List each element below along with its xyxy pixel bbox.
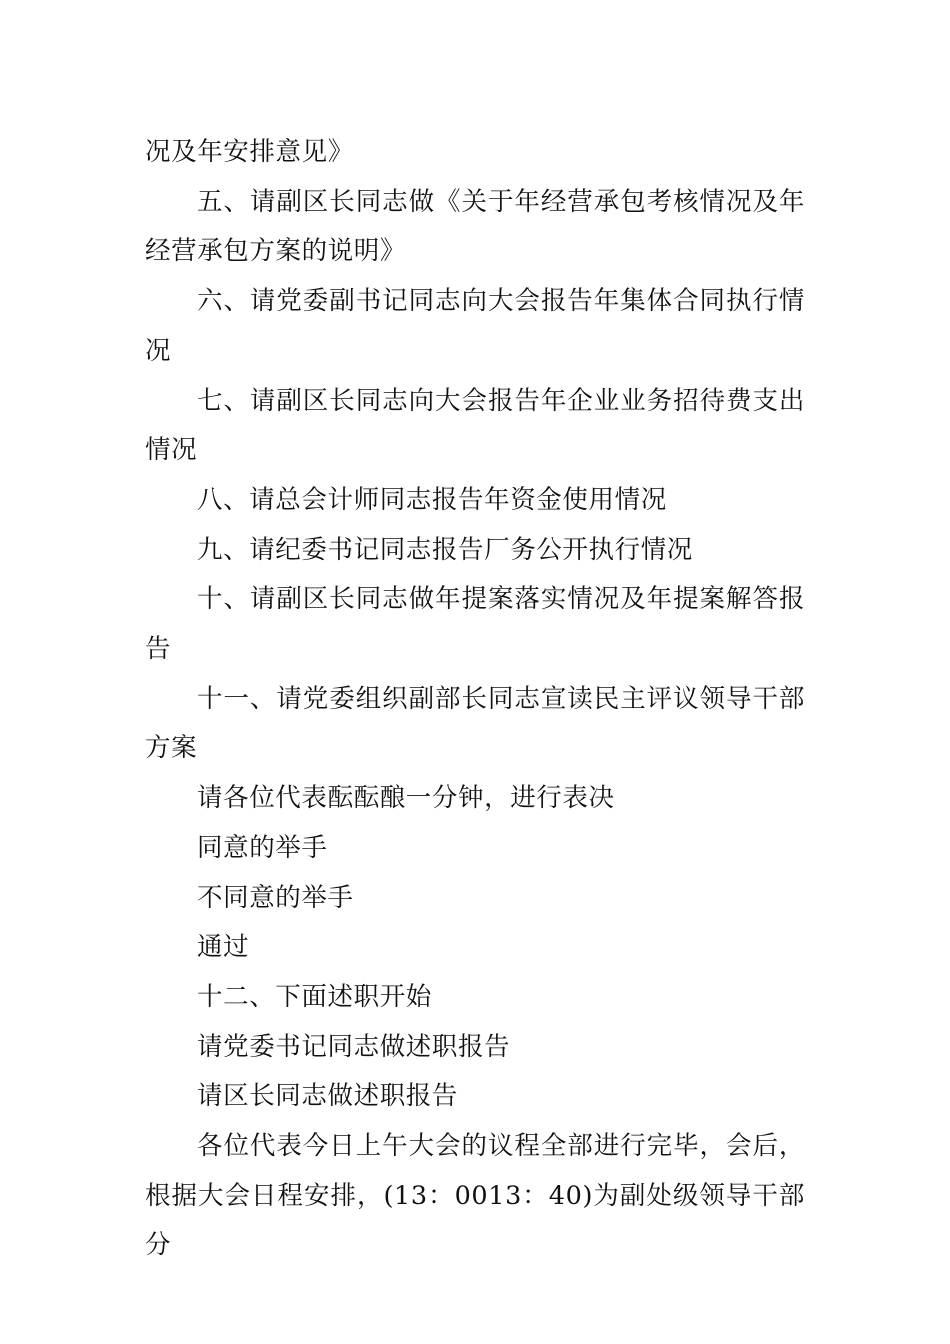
paragraph: 请各位代表酝酝酿一分钟，进行表决 bbox=[197, 783, 615, 814]
paragraph: 七、请副区长同志向大会报告年企业业务招待费支出情况 bbox=[145, 385, 805, 466]
paragraph: 十二、下面述职开始 bbox=[197, 981, 432, 1012]
paragraph: 不同意的举手 bbox=[197, 882, 354, 913]
paragraph: 五、请副区长同志做《关于年经营承包考核情况及年经营承包方案的说明》 bbox=[145, 186, 805, 267]
paragraph: 况及年安排意见》 bbox=[145, 137, 354, 167]
document-body bbox=[145, 128, 805, 1271]
paragraph: 请区长同志做述职报告 bbox=[197, 1081, 459, 1112]
paragraph: 十、请副区长同志做年提案落实情况及年提案解答报告 bbox=[145, 584, 805, 665]
paragraph: 各位代表今日上午大会的议程全部进行完毕，会后，根据大会日程安排，(13：0013：40)为副处级领导干部分 bbox=[145, 1131, 805, 1261]
paragraph: 六、请党委副书记同志向大会报告年集体合同执行情况 bbox=[145, 286, 805, 366]
paragraph: 通过 bbox=[197, 932, 250, 963]
paragraph: 同意的举手 bbox=[197, 832, 328, 863]
paragraph: 请党委书记同志做述职报告 bbox=[197, 1031, 511, 1062]
paragraph: 九、请纪委书记同志报告厂务公开执行情况 bbox=[197, 534, 693, 565]
paragraph: 八、请总会计师同志报告年资金使用情况 bbox=[197, 484, 667, 515]
paragraph: 十一、请党委组织副部长同志宣读民主评议领导干部方案 bbox=[145, 683, 805, 764]
